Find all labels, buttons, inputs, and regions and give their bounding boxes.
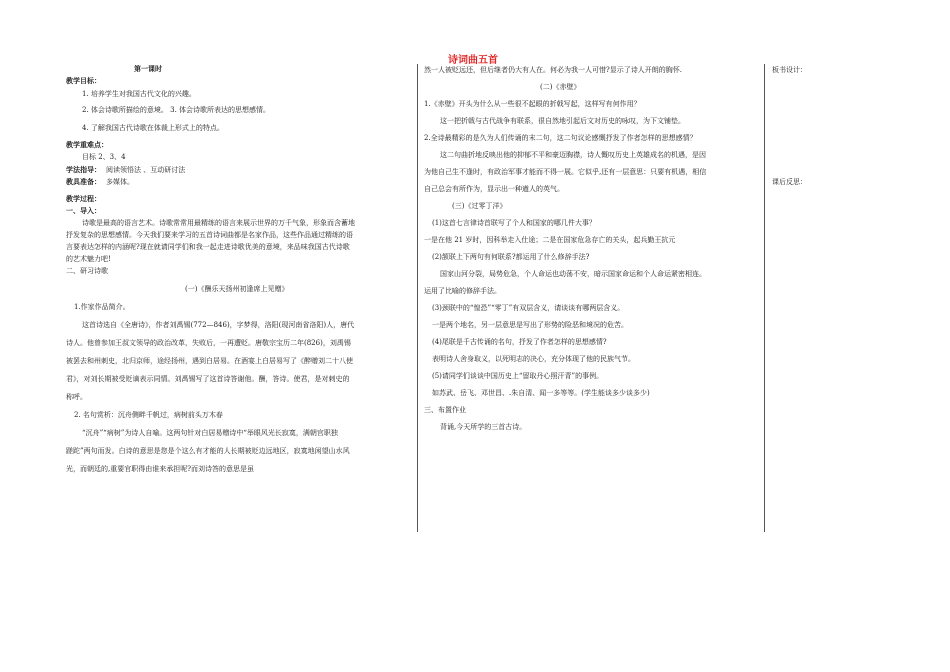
key-points-value: 目标 2、3、4 — [82, 153, 126, 161]
question: (1)这首七言律诗首联写了个人和国家的哪几件大事？ — [432, 219, 596, 227]
answer: 这一把折戟与古代战争有联系，很自然地引起后文对历史的咏叹，为下文铺垫。 — [440, 117, 685, 125]
intro-line: 诗歌是最高的语言艺术。诗歌常常用最精练的语言来展示世界的万千气象，形象而含蓄地 — [82, 219, 355, 227]
goal-item: 1. 培养学生对我国古代文化的兴趣。 — [82, 90, 196, 98]
intro-line: 言要表达怎样的内涵呢?现在就请同学们和我一起走进诗歌优美的意境，来品味我国古代诗歌 — [66, 243, 350, 251]
column-divider — [764, 64, 765, 532]
intro-line: 抒发复杂的思想感情。今天我们要来学习的五首诗词曲都是名家作品，这些作品通过精练的语 — [66, 231, 353, 239]
goals-heading: 教学目标： — [66, 77, 101, 85]
author-line: 君》，对刘长期被受贬谪表示同情。刘禹锡写了这首诗答谢他。酬，答诗。使君，是对刺史的 — [66, 375, 350, 383]
document-title: 诗词曲五首 — [448, 55, 498, 66]
answer: 如苏武、岳飞、邓世昌、.朱自清、闻一多等等。(学生能谈多少谈多少) — [432, 389, 650, 397]
answer-line: 自己总会有所作为，显示出一种遒人的英气。 — [424, 185, 564, 193]
question: 2.全诗最精彩的是久为人们传诵的末二句，这二句议论感慨抒发了作者怎样的思想感情？ — [424, 134, 697, 142]
homework-text: 背诵,今天所学的三首古诗。 — [440, 423, 527, 431]
board-design-label: 板书设计： — [772, 66, 807, 74]
poem3-title: (三)《过零丁洋》 — [452, 202, 507, 210]
goal-item: 4. 了解我国古代诗歌在体裁上形式上的特点。 — [82, 124, 224, 132]
question: (5)请同学们谈谈中国历史上“留取丹心照汗青”的事例。 — [432, 372, 604, 380]
intro-heading: 一、导入： — [66, 207, 101, 215]
study-heading: 二、研习诗歌 — [66, 267, 108, 275]
quote-heading: 2. 名句赏析：沉舟侧畔千帆过，病树前头万木春 — [74, 411, 223, 419]
answer: 一是在他 21 岁时，因科举走入仕途；二是在国家危急存亡的关头，起兵勤王抗元 — [424, 236, 676, 244]
tools-heading: 教具准备： — [66, 178, 101, 186]
author-line: 称呼。 — [66, 393, 87, 401]
poem1-title: (一)《酬乐天扬州初逢席上见赠》 — [185, 285, 289, 293]
quote-line: “沉舟”“病树”为诗人自喻。这两句针对白居易赠诗中“举眼风光长寂寞，满朝官职独 — [82, 429, 338, 437]
answer-line: 运用了比喻的修辞手法。 — [424, 287, 501, 295]
author-heading: 1.作家作品简介。 — [74, 303, 130, 311]
question: (3)颈联中的“惶恐”“零丁”有双层含义，请谈谈有哪两层含义。 — [432, 304, 625, 312]
intro-line: 的艺术魅力吧! — [66, 255, 111, 263]
answer-line: 国家山河分裂，局势危急，个人命运也动荡不安，暗示国家命运和个人命运紧密相连。 — [440, 270, 706, 278]
answer-line: 这二句曲折地反映出他的抑郁不平和豪迈胸襟，诗人慨叹历史上英雄成名的机遇，是因 — [440, 151, 706, 159]
quote-line: 光，而朝廷的,重要官职得由谁来承担呢?而刘诗答的意思是虽 — [66, 465, 254, 473]
author-line: 诗人。他曾参加王叔文领导的政治改革，失败后，一再遭贬。唐敬宗宝历二年(826)，刘禹锡 — [66, 339, 351, 347]
process-heading: 教学过程： — [66, 195, 101, 203]
reflection-label: 课后反思： — [772, 178, 807, 186]
poem2-title: (二)《赤壁》 — [540, 83, 581, 91]
column-divider — [417, 64, 418, 532]
continuation-line: 然一人被贬远还，但后继者仍大有人在。何必为我一人可惜?显示了诗人开朗的胸怀. — [424, 66, 682, 74]
lesson-heading: 第一课时 — [134, 65, 162, 73]
answer: 表明诗人舍身取义，以死明志的决心，充分体现了他的民族气节。 — [432, 355, 635, 363]
author-line: 这首诗选自《全唐诗》，作者刘禹锡(772—846)，字梦得，洛阳(现河南省洛阳)人，唐代 — [82, 321, 355, 329]
method-value: 阅读领悟法 、互动研讨法 — [106, 166, 186, 174]
author-line: 被罢去和州刺史，北归京师，途经扬州，遇到白居易。在酒宴上白居易写了《醉赠刘二十八使 — [66, 357, 353, 365]
method-heading: 学法指导： — [66, 166, 101, 174]
question: (4)尾联是千古传诵的名句，抒发了作者怎样的思想感情? — [432, 338, 607, 346]
question: (2)颔联上下两句有何联系?都运用了什么修辞手法? — [432, 253, 590, 261]
tools-value: 多媒体。 — [106, 178, 134, 186]
homework-heading: 三、布置作业 — [424, 406, 466, 414]
quote-line: 蹉跎”两句而发。白诗的意思是您是个这么有才能的人长期被贬边远地区，寂寞地闲望山水风 — [66, 447, 350, 455]
goal-item: 2. 体会诗歌所描绘的意境。 3. 体会诗歌所表达的思想感情。 — [82, 106, 271, 114]
answer-line: 为他自己生不逢时，有政治军事才能而不得一展。它似乎,还有一层意思：只要有机遇，相信 — [424, 168, 707, 176]
key-points-heading: 教学重难点： — [66, 141, 108, 149]
question: 1.《赤壁》开头为什么从一些很不起眼的折戟写起，这样写有何作用？ — [424, 100, 641, 108]
answer: 一是两个地名，另一层意思是写出了形势的险恶和境况的危苦。 — [432, 321, 628, 329]
